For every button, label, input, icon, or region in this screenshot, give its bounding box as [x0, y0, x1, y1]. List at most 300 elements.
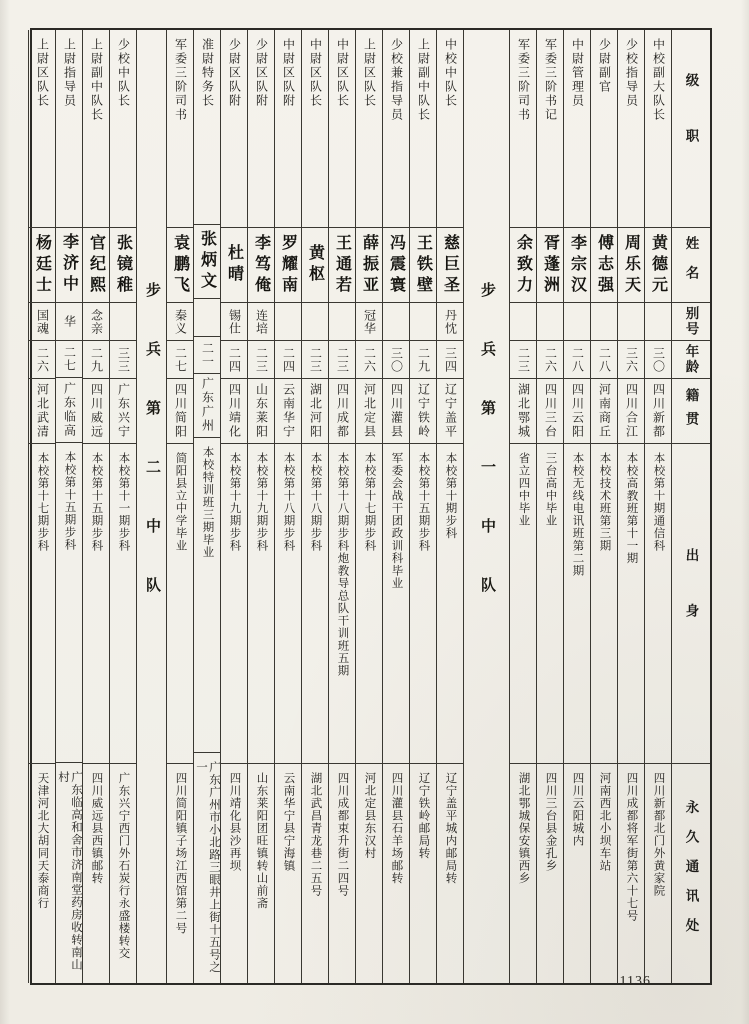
- cell-name: [302, 227, 328, 302]
- address-text: 山东莱阳团旺镇转山前斋: [255, 772, 268, 910]
- native-place-text: 河南商丘: [597, 383, 612, 439]
- rank-text: 少校指导员: [624, 38, 639, 108]
- native-place-text: 河北定县: [362, 383, 377, 439]
- unit-divider-column: [136, 30, 166, 983]
- native-place-text: 四川新都: [651, 383, 666, 439]
- cell-alias: [329, 302, 355, 340]
- name-text: 袁鹏飞: [171, 233, 189, 297]
- cell-alias: [83, 302, 109, 340]
- name-text: 周乐天: [622, 233, 640, 297]
- origin-text: 本校第十期步科: [444, 452, 457, 540]
- page-number: 1136: [619, 974, 651, 989]
- address-text: 河南西北小坝车站: [598, 772, 611, 872]
- native-place-text: 湖北河阳: [308, 383, 323, 439]
- cell-rank: [56, 30, 82, 227]
- age-text: 三〇: [651, 346, 666, 373]
- cell-address: [383, 763, 409, 983]
- member-column: [536, 30, 563, 983]
- age-text: 二三: [254, 346, 269, 373]
- name-text: 李笃俺: [252, 233, 270, 297]
- origin-text: 本校第十八期步科: [309, 452, 322, 552]
- cell-age: [302, 340, 328, 378]
- rank-text: 中尉区队附: [281, 38, 296, 108]
- rank-text: 少校兼指导员: [389, 38, 404, 122]
- cell-native-place: [83, 378, 109, 443]
- origin-text: 本校第十八期步科: [282, 452, 295, 552]
- native-place-text: 广东兴宁: [116, 383, 131, 439]
- origin-text: 本校第十期通信科: [652, 452, 665, 552]
- cell-native-place: [618, 378, 644, 443]
- cell-origin: [167, 443, 193, 763]
- name-text: 张镜稚: [114, 233, 132, 297]
- address-text: 湖北鄂城保安镇西乡: [517, 772, 530, 885]
- name-text: 薛振亚: [360, 233, 378, 297]
- header-native-place: [672, 378, 710, 443]
- cell-alias: [194, 298, 220, 335]
- alias-text: 冠华: [362, 308, 377, 335]
- member-column: [409, 30, 436, 983]
- cell-address: [591, 763, 617, 983]
- origin-text: 本校第十五期步科: [90, 452, 103, 552]
- unit-divider-cell: [464, 30, 509, 983]
- cell-name: [437, 227, 463, 302]
- rank-text: 中尉区队长: [308, 38, 323, 108]
- cell-name: [510, 227, 536, 302]
- cell-name: [329, 227, 355, 302]
- origin-text: 本校高教班第十一期: [625, 452, 638, 565]
- native-place-text: 四川靖化: [227, 383, 242, 439]
- cell-origin: [83, 443, 109, 763]
- address-text: 天津河北大胡同天泰商行: [36, 772, 49, 910]
- name-text: 慈巨圣: [441, 233, 459, 297]
- cell-address: [167, 763, 193, 983]
- native-place-text: 四川简阳: [173, 383, 188, 439]
- member-column: [109, 30, 136, 983]
- name-text: 胥蓬洲: [541, 233, 559, 297]
- age-text: 二七: [173, 346, 188, 373]
- cell-origin: [383, 443, 409, 763]
- native-place-text: 四川云阳: [570, 383, 585, 439]
- rank-text: 少校中队长: [116, 38, 131, 108]
- cell-origin: [329, 443, 355, 763]
- native-place-text: 辽宁铁岭: [416, 383, 431, 439]
- address-text: 河北定县东汉村: [363, 772, 376, 860]
- cell-origin: [510, 443, 536, 763]
- address-text: 辽宁盖平城内邮局转: [444, 772, 457, 885]
- cell-address: [110, 763, 136, 983]
- member-column: [55, 30, 82, 983]
- cell-name: [56, 227, 82, 302]
- member-column: [590, 30, 617, 983]
- cell-origin: [302, 443, 328, 763]
- cell-alias: [591, 302, 617, 340]
- cell-rank: [564, 30, 590, 227]
- native-place-text: 四川成都: [335, 383, 350, 439]
- alias-text: 华: [62, 314, 77, 328]
- cell-native-place: [275, 378, 301, 443]
- cell-native-place: [221, 378, 247, 443]
- header-alias-label: 别号: [683, 306, 699, 337]
- cell-age: [437, 340, 463, 378]
- cell-native-place: [56, 377, 82, 442]
- header-address: [672, 763, 710, 983]
- cell-name: [410, 227, 436, 302]
- native-place-text: 四川合江: [624, 383, 639, 439]
- cell-alias: [248, 302, 274, 340]
- age-text: 二八: [570, 346, 585, 373]
- cell-age: [564, 340, 590, 378]
- cell-name: [356, 227, 382, 302]
- cell-name: [194, 224, 220, 298]
- cell-rank: [591, 30, 617, 227]
- cell-rank: [248, 30, 274, 227]
- cell-address: [645, 763, 671, 983]
- alias-text: 国魂: [35, 308, 50, 335]
- cell-address: [537, 763, 563, 983]
- header-name-label: 姓名: [683, 235, 699, 295]
- cell-native-place: [167, 378, 193, 443]
- member-column: [220, 30, 247, 983]
- alias-text: 念亲: [89, 308, 104, 335]
- address-text: 广东临高和舍市济南堂药房收转南山村: [57, 770, 82, 971]
- origin-text: 本校第十五期步科: [417, 452, 430, 552]
- rank-text: 军委三阶司书: [516, 38, 531, 122]
- native-place-text: 湖北鄂城: [516, 383, 531, 439]
- cell-name: [537, 227, 563, 302]
- cell-address: [329, 763, 355, 983]
- cell-origin: [29, 443, 55, 763]
- cell-name: [591, 227, 617, 302]
- unit-divider-text: 步兵第一中队: [479, 282, 495, 636]
- rank-text: 上尉副中队长: [89, 38, 104, 122]
- cell-age: [56, 340, 82, 378]
- age-text: 二一: [200, 341, 215, 368]
- cell-origin: [56, 442, 82, 762]
- address-text: 四川靖化县沙再坝: [228, 772, 241, 872]
- cell-alias: [110, 302, 136, 340]
- rank-text: 军委三阶司书: [173, 38, 188, 122]
- rank-text: 上尉副中队长: [416, 38, 431, 122]
- origin-text: 简阳县立中学毕业: [174, 452, 187, 552]
- native-place-text: 辽宁盖平: [443, 383, 458, 439]
- address-text: 四川三台县金孔乡: [544, 772, 557, 872]
- name-text: 张炳文: [198, 230, 216, 294]
- cell-native-place: [510, 378, 536, 443]
- native-place-text: 山东莱阳: [254, 383, 269, 439]
- name-text: 黄枢: [306, 244, 324, 286]
- member-column: [193, 30, 220, 983]
- rank-text: 中尉区队长: [335, 38, 350, 108]
- rank-text: 中校中队长: [443, 38, 458, 108]
- cell-age: [194, 336, 220, 373]
- cell-address: [221, 763, 247, 983]
- member-column: [247, 30, 274, 983]
- address-text: 四川威远县西镇邮转: [90, 772, 103, 885]
- rank-text: 少尉区队附: [254, 38, 269, 108]
- cell-name: [564, 227, 590, 302]
- member-column: [28, 30, 55, 983]
- cell-name: [275, 227, 301, 302]
- member-column: [617, 30, 644, 983]
- name-text: 余致力: [514, 233, 532, 297]
- origin-text: 本校第十一期步科: [117, 452, 130, 552]
- cell-native-place: [383, 378, 409, 443]
- cell-alias: [29, 302, 55, 340]
- age-text: 二六: [362, 346, 377, 373]
- cell-rank: [356, 30, 382, 227]
- cell-origin: [275, 443, 301, 763]
- name-text: 杨廷士: [33, 233, 51, 297]
- cell-rank: [302, 30, 328, 227]
- age-text: 三四: [443, 346, 458, 373]
- cell-age: [383, 340, 409, 378]
- cell-alias: [275, 302, 301, 340]
- cell-alias: [645, 302, 671, 340]
- header-address-label: 永久通讯处: [683, 799, 699, 948]
- name-text: 罗耀南: [279, 233, 297, 297]
- unit-divider-column: [463, 30, 509, 983]
- member-column: [355, 30, 382, 983]
- age-text: 二九: [416, 346, 431, 373]
- cell-age: [167, 340, 193, 378]
- member-column: [509, 30, 536, 983]
- age-text: 三六: [624, 346, 639, 373]
- cell-address: [564, 763, 590, 983]
- origin-text: 本校无线电讯班第二期: [571, 452, 584, 577]
- cell-origin: [248, 443, 274, 763]
- rank-text: 军委三阶书记: [543, 38, 558, 122]
- native-place-text: 四川三台: [543, 383, 558, 439]
- native-place-text: 四川威远: [89, 383, 104, 439]
- origin-text: 本校第十七期步科: [36, 452, 49, 552]
- rank-text: 中校副大队长: [651, 38, 666, 122]
- name-text: 李宗汉: [568, 233, 586, 297]
- name-text: 冯震寰: [387, 233, 405, 297]
- cell-native-place: [645, 378, 671, 443]
- cell-address: [356, 763, 382, 983]
- cell-age: [645, 340, 671, 378]
- cell-name: [645, 227, 671, 302]
- cell-rank: [618, 30, 644, 227]
- cell-name: [83, 227, 109, 302]
- address-text: 广东广州市小北路三眼井上街十五号之一: [195, 761, 220, 974]
- name-text: 李济中: [60, 233, 78, 297]
- header-origin: [672, 443, 710, 763]
- name-text: 傅志强: [595, 233, 613, 297]
- cell-rank: [275, 30, 301, 227]
- rank-text: 准尉特务长: [200, 38, 215, 108]
- cell-alias: [56, 302, 82, 340]
- address-text: 云南华宁县宁海镇: [282, 772, 295, 872]
- header-age-label: 年龄: [683, 344, 699, 375]
- cell-address: [29, 763, 55, 983]
- member-column: [644, 30, 671, 983]
- cell-alias: [167, 302, 193, 340]
- cell-name: [248, 227, 274, 302]
- cell-origin: [410, 443, 436, 763]
- origin-text: 本校第十五期步科: [63, 451, 76, 552]
- address-text: 四川新都北门外黄家院: [652, 772, 665, 897]
- cell-rank: [83, 30, 109, 227]
- cell-address: [83, 763, 109, 983]
- age-text: 二八: [597, 346, 612, 373]
- cell-alias: [221, 302, 247, 340]
- cell-origin: [194, 437, 220, 752]
- cell-rank: [437, 30, 463, 227]
- member-column: [382, 30, 409, 983]
- age-text: 二四: [227, 346, 242, 373]
- header-rank: [672, 30, 710, 227]
- cell-native-place: [248, 378, 274, 443]
- cell-origin: [437, 443, 463, 763]
- cell-address: [302, 763, 328, 983]
- address-text: 辽宁铁岭邮局转: [417, 772, 430, 860]
- rank-text: 上尉指导员: [62, 38, 77, 108]
- alias-text: 秦义: [173, 308, 188, 335]
- rank-text: 上尉区队长: [35, 38, 50, 108]
- cell-alias: [564, 302, 590, 340]
- age-text: 二六: [543, 346, 558, 373]
- cell-native-place: [564, 378, 590, 443]
- cell-address: [248, 763, 274, 983]
- age-text: 三三: [116, 346, 131, 373]
- cell-native-place: [302, 378, 328, 443]
- cell-alias: [437, 302, 463, 340]
- cell-rank: [645, 30, 671, 227]
- cell-age: [537, 340, 563, 378]
- cell-address: [56, 762, 82, 983]
- name-text: 杜晴: [225, 244, 243, 286]
- cell-age: [410, 340, 436, 378]
- age-text: 三〇: [389, 346, 404, 373]
- cell-address: [410, 763, 436, 983]
- cell-address: [275, 763, 301, 983]
- cell-origin: [591, 443, 617, 763]
- address-text: 四川云阳城内: [571, 772, 584, 847]
- header-name: [672, 227, 710, 302]
- member-column: [436, 30, 463, 983]
- header-alias: [672, 302, 710, 340]
- cell-rank: [194, 30, 220, 224]
- cell-native-place: [591, 378, 617, 443]
- rank-text: 中尉管理员: [570, 38, 585, 108]
- cell-native-place: [356, 378, 382, 443]
- cell-native-place: [537, 378, 563, 443]
- cell-address: [194, 752, 220, 983]
- origin-text: 本校第十八期步科炮教导总队干训班五期: [336, 452, 349, 677]
- cell-rank: [110, 30, 136, 227]
- cell-native-place: [110, 378, 136, 443]
- name-text: 官纪熙: [87, 233, 105, 297]
- address-text: 广东兴宁西门外石炭行永盛楼转交: [117, 772, 130, 960]
- cell-rank: [29, 30, 55, 227]
- origin-text: 本校第十七期步科: [363, 452, 376, 552]
- age-text: 二七: [62, 345, 77, 372]
- native-place-text: 云南华宁: [281, 383, 296, 439]
- cell-alias: [537, 302, 563, 340]
- cell-origin: [537, 443, 563, 763]
- cell-age: [591, 340, 617, 378]
- cell-age: [618, 340, 644, 378]
- origin-text: 省立四中毕业: [517, 452, 530, 527]
- cell-age: [83, 340, 109, 378]
- cell-age: [510, 340, 536, 378]
- member-column: [274, 30, 301, 983]
- cell-native-place: [410, 378, 436, 443]
- address-text: 四川成都将军街第六十七号: [625, 772, 638, 922]
- cell-age: [275, 340, 301, 378]
- address-text: 四川灌县石羊场邮转: [390, 772, 403, 885]
- age-text: 二三: [516, 346, 531, 373]
- cell-age: [221, 340, 247, 378]
- cell-name: [221, 227, 247, 302]
- cell-native-place: [29, 378, 55, 443]
- cell-rank: [167, 30, 193, 227]
- cell-age: [329, 340, 355, 378]
- header-native-place-label: 籍贯: [683, 387, 699, 435]
- cell-address: [618, 763, 644, 983]
- member-column: [328, 30, 355, 983]
- cell-origin: [110, 443, 136, 763]
- cell-native-place: [194, 373, 220, 437]
- age-text: 二九: [89, 346, 104, 373]
- cell-name: [383, 227, 409, 302]
- cell-origin: [564, 443, 590, 763]
- cell-name: [29, 227, 55, 302]
- cell-rank: [537, 30, 563, 227]
- native-place-text: 广东临高: [62, 382, 77, 439]
- cell-origin: [645, 443, 671, 763]
- cell-alias: [383, 302, 409, 340]
- rank-text: 上尉区队长: [362, 38, 377, 108]
- cell-origin: [356, 443, 382, 763]
- cell-age: [356, 340, 382, 378]
- cell-alias: [510, 302, 536, 340]
- age-text: 二四: [281, 346, 296, 373]
- cell-alias: [618, 302, 644, 340]
- age-text: 二三: [335, 346, 350, 373]
- cell-age: [29, 340, 55, 378]
- name-text: 王通若: [333, 233, 351, 297]
- cell-alias: [410, 302, 436, 340]
- address-text: 湖北武昌青龙巷二五号: [309, 772, 322, 897]
- address-text: 四川简阳镇子场江西馆第二号: [174, 772, 187, 935]
- cell-alias: [302, 302, 328, 340]
- cell-rank: [410, 30, 436, 227]
- rank-text: 少尉副官: [597, 38, 612, 94]
- unit-divider-text: 步兵第二中队: [144, 282, 160, 636]
- cell-native-place: [437, 378, 463, 443]
- cell-alias: [356, 302, 382, 340]
- name-text: 王铁壁: [414, 233, 432, 297]
- native-place-text: 四川灌县: [389, 383, 404, 439]
- alias-text: 锡仕: [227, 308, 242, 335]
- unit-divider-cell: [137, 30, 166, 983]
- cell-age: [248, 340, 274, 378]
- cell-age: [110, 340, 136, 378]
- native-place-text: 河北武清: [35, 383, 50, 439]
- cell-origin: [221, 443, 247, 763]
- cell-rank: [221, 30, 247, 227]
- member-column: [563, 30, 590, 983]
- cell-name: [167, 227, 193, 302]
- alias-text: 丹忱: [443, 308, 458, 335]
- member-column: [82, 30, 109, 983]
- origin-text: 本校技术班第三期: [598, 452, 611, 552]
- origin-text: 本校第十九期步科: [228, 452, 241, 552]
- header-origin-label: 出身: [683, 548, 699, 659]
- cell-native-place: [329, 378, 355, 443]
